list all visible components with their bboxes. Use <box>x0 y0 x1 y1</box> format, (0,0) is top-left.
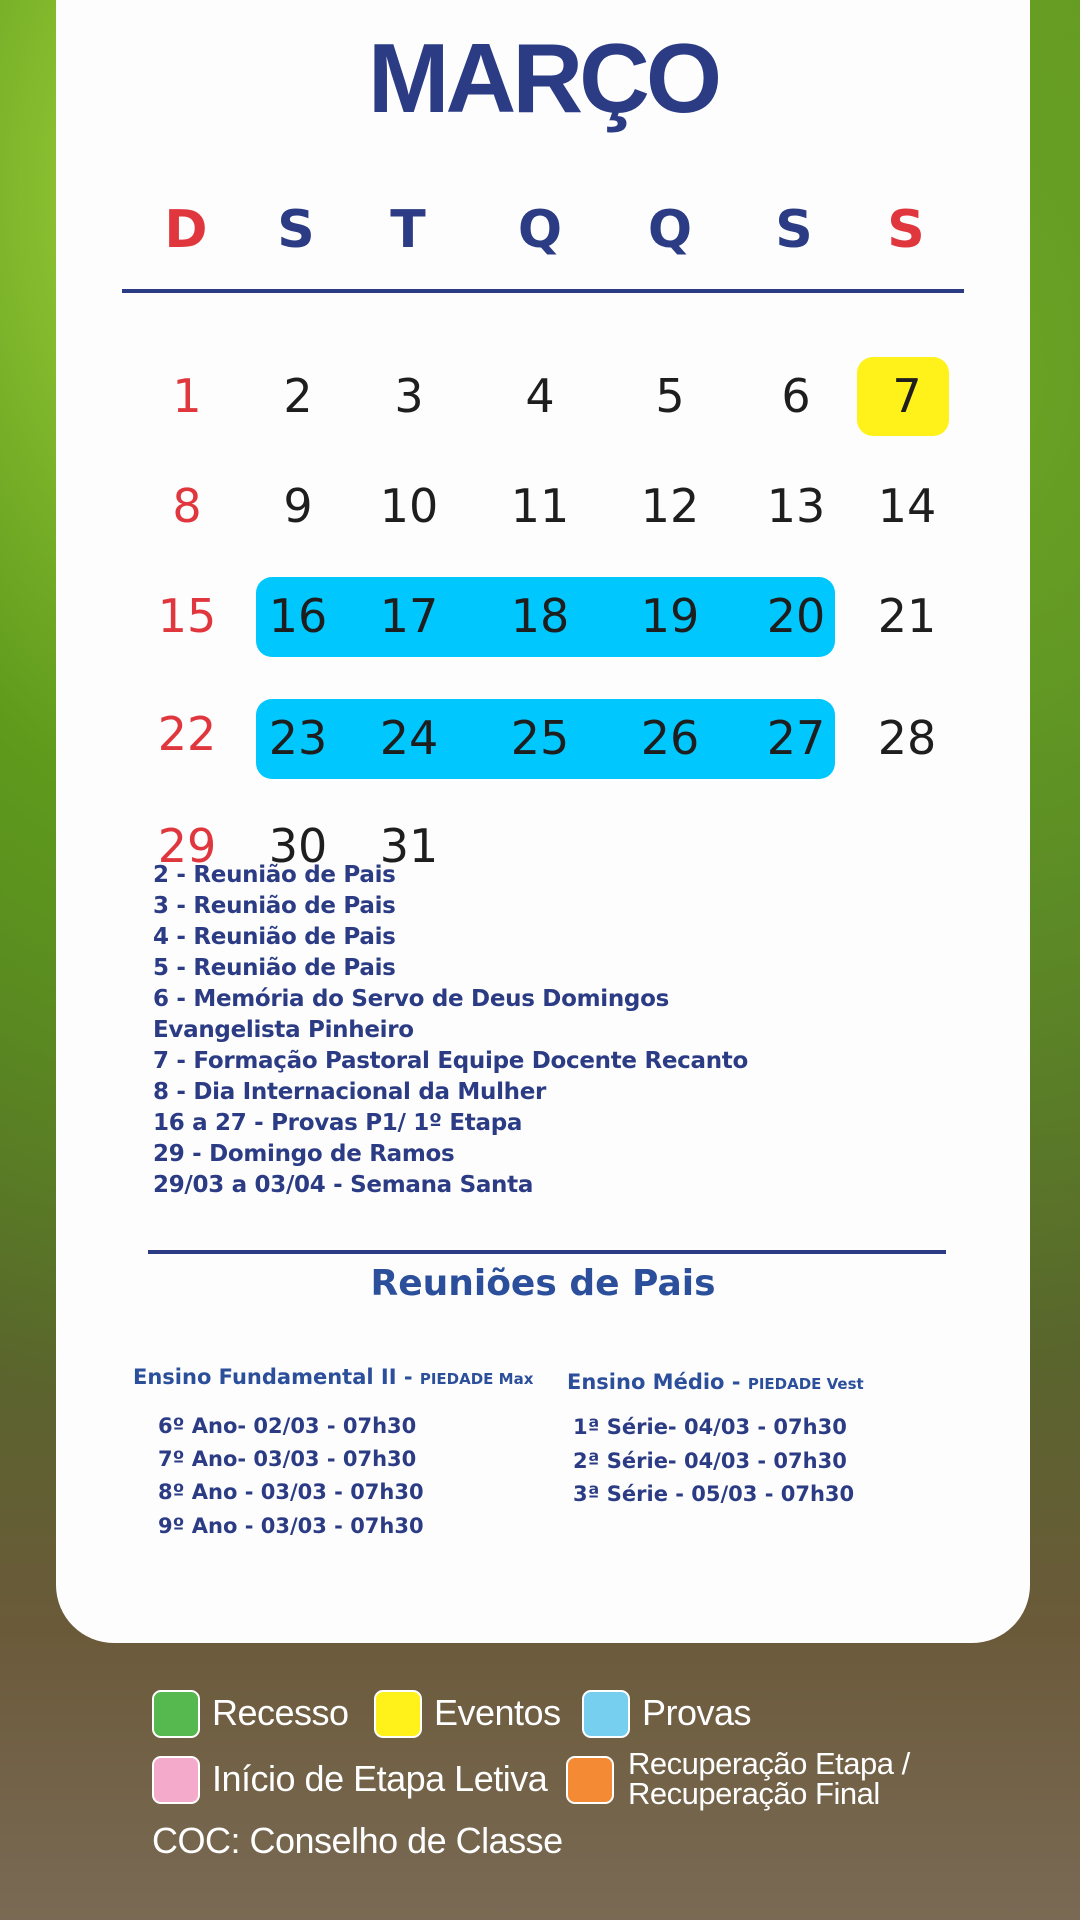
event-item: 6 - Memória do Servo de Deus Domingos <box>153 986 669 1012</box>
event-item: 4 - Reunião de Pais <box>153 924 396 950</box>
day-cell: 14 <box>877 479 937 533</box>
weekday-header <box>56 200 1030 270</box>
legend-coc: COC: Conselho de Classe <box>152 1820 563 1861</box>
meeting-row: 3ª Série - 05/03 - 07h30 <box>573 1482 855 1506</box>
event-item: 29 - Domingo de Ramos <box>153 1141 455 1167</box>
legend-label-inicio: Início de Etapa Letiva <box>212 1758 548 1799</box>
fundamental-heading-text: Ensino Fundamental II - <box>133 1365 420 1389</box>
header-divider <box>122 289 964 293</box>
weekday-thu: Q <box>647 200 693 260</box>
day-cell: 25 <box>510 711 570 765</box>
event-item: Evangelista Pinheiro <box>153 1017 414 1043</box>
fundamental-heading <box>133 1365 533 1389</box>
legend-swatch-inicio <box>152 1756 200 1804</box>
day-cell: 11 <box>510 479 570 533</box>
legend-swatch-recuperacao <box>566 1756 614 1804</box>
event-item: 2 - Reunião de Pais <box>153 862 396 888</box>
day-cell: 3 <box>394 369 424 423</box>
event-item: 5 - Reunião de Pais <box>153 955 396 981</box>
fundamental-heading-sub: PIEDADE Max <box>419 1370 534 1388</box>
day-cell: 7 <box>892 369 922 423</box>
event-item: 3 - Reunião de Pais <box>153 893 396 919</box>
day-cell: 24 <box>379 711 439 765</box>
meeting-row: 1ª Série- 04/03 - 07h30 <box>573 1415 847 1439</box>
weekday-sun: D <box>164 200 208 260</box>
legend-label-recuperacao <box>628 1746 910 1811</box>
day-cell: 27 <box>766 711 826 765</box>
meeting-row: 7º Ano- 03/03 - 07h30 <box>158 1447 417 1471</box>
day-cell: 10 <box>379 479 439 533</box>
day-cell: 30 <box>268 819 328 873</box>
parents-meeting-title: Reuniões de Pais <box>370 1263 716 1304</box>
meeting-row: 8º Ano - 03/03 - 07h30 <box>158 1480 424 1504</box>
events-list <box>153 860 953 1201</box>
weekday-tue: T <box>390 200 426 260</box>
month-title: MARÇO <box>367 23 719 133</box>
medio-heading-text: Ensino Médio - <box>567 1370 748 1394</box>
event-item: 7 - Formação Pastoral Equipe Docente Recanto <box>153 1048 748 1074</box>
legend-label-recesso: Recesso <box>212 1692 349 1733</box>
day-cell: 16 <box>268 589 328 643</box>
weekday-wed: Q <box>517 200 563 260</box>
day-cell: 28 <box>877 711 937 765</box>
day-cell: 2 <box>283 369 313 423</box>
day-cell: 21 <box>877 589 937 643</box>
day-cell: 6 <box>781 369 811 423</box>
day-cell: 31 <box>379 819 439 873</box>
event-item: 29/03 a 03/04 - Semana Santa <box>153 1172 534 1198</box>
legend-swatch-recesso <box>152 1690 200 1738</box>
day-cell: 5 <box>655 369 685 423</box>
day-cell: 8 <box>172 479 202 533</box>
day-cell: 15 <box>157 589 217 643</box>
legend-swatch-eventos <box>374 1690 422 1738</box>
day-cell: 1 <box>172 369 202 423</box>
legend-swatch-provas <box>582 1690 630 1738</box>
section-divider <box>148 1250 946 1254</box>
day-cell: 17 <box>379 589 439 643</box>
weekday-sat: S <box>887 200 925 260</box>
event-item: 8 - Dia Internacional da Mulher <box>153 1079 547 1105</box>
day-cell: 4 <box>525 369 555 423</box>
medio-heading <box>567 1370 864 1394</box>
day-cell: 29 <box>157 819 217 873</box>
legend-label-eventos: Eventos <box>434 1692 561 1733</box>
event-item: 16 a 27 - Provas P1/ 1º Etapa <box>153 1110 523 1136</box>
day-cell: 9 <box>283 479 313 533</box>
day-cell: 13 <box>766 479 826 533</box>
meeting-row: 2ª Série- 04/03 - 07h30 <box>573 1449 847 1473</box>
legend-label-recuperacao-line2: Recuperação Final <box>628 1776 880 1811</box>
calendar-card <box>56 0 1030 1643</box>
day-cell: 23 <box>268 711 328 765</box>
medio-heading-sub: PIEDADE Vest <box>747 1375 864 1393</box>
legend-label-recuperacao-line1: Recuperação Etapa / <box>628 1746 910 1781</box>
meeting-row: 6º Ano- 02/03 - 07h30 <box>158 1414 417 1438</box>
day-cell: 12 <box>640 479 700 533</box>
day-cell: 19 <box>640 589 700 643</box>
day-cell: 26 <box>640 711 700 765</box>
weekday-fri: S <box>775 200 813 260</box>
weekday-mon: S <box>277 200 315 260</box>
day-cell: 18 <box>510 589 570 643</box>
day-cell: 20 <box>766 589 826 643</box>
day-cell: 22 <box>157 707 217 761</box>
legend-label-provas: Provas <box>642 1692 752 1733</box>
meeting-row: 9º Ano - 03/03 - 07h30 <box>158 1514 424 1538</box>
